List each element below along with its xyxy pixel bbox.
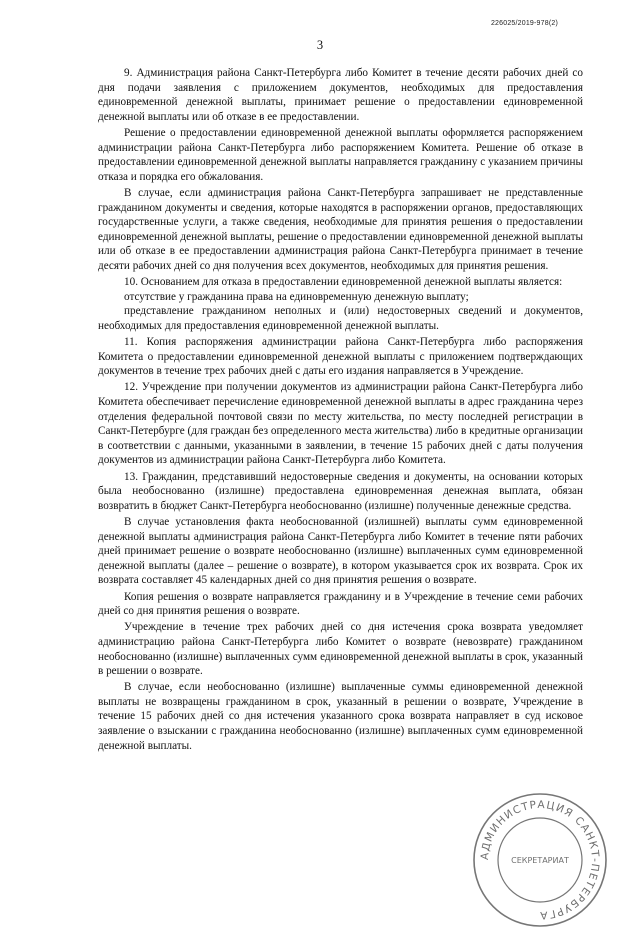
refusal-ground-1: отсутствие у гражданина права на единовременную денежную выплату;: [124, 290, 469, 303]
paragraph-request-documents: В случае, если администрация района Санкт-Петербурга запрашивает не представленные гражданином документы и сведения, которые находятся в распоряжении органов, предоставляющих государственные услуги, а также сведения, необходимые для принятия решения о предоставлении единовременной денежной выплаты, решение о предоставлении единовременной денежной выплаты или об отказе в ее предоставлении администрация района Санкт-Петербурга принимает в течение десяти рабочих дней со дня получения всех документов, необходимых для принятия решения.: [98, 186, 583, 272]
paragraph-copy-of-decision: Копия решения о возврате направляется гражданину и в Учреждение в течение семи рабочих дней со дня принятия решения о возврате.: [98, 590, 583, 618]
paragraph-court-claim: В случае, если необоснованно (излишне) выплаченные суммы единовременной денежной выплаты не возвращены гражданином в срок, указанный в решении о возврате, Учреждение в течение 15 рабочих дней со дня истечения указанного срока возврата направляет в суд исковое заявление о взыскании с гражданина необоснованно (излишне) выплаченных сумм единовременной денежной выплаты.: [98, 681, 583, 752]
paragraph-11: 11. Копия распоряжения администрации района Санкт-Петербурга либо распоряжения Комитета о предоставлении единовременной денежной выплаты с приложением подтверждающих документов в течение трех рабочих дней с даты его издания направляется в Учреждение.: [98, 336, 583, 378]
refusal-ground-2: представление гражданином неполных и (или) недостоверных сведений и документов, необходимых для предоставления единовременной денежной выплаты.: [98, 305, 583, 332]
page-number: 3: [316, 38, 324, 52]
paragraph-9: 9. Администрация района Санкт-Петербурга либо Комитет в течение десяти рабочих дней со дня подачи заявления с приложением документов, необходимых для предоставления единовременной денежной выплаты, принимает решение о предоставлении единовременной денежной выплаты или об отказе в ее предоставлении.: [98, 67, 583, 123]
secretariat-stamp: [470, 790, 610, 930]
svg-text:СЕКРЕТАРИАТ: СЕКРЕТАРИАТ: [511, 856, 569, 865]
document-body: [98, 66, 583, 755]
paragraph-notification: Учреждение в течение трех рабочих дней со дня истечения срока возврата уведомляет администрацию района Санкт-Петербурга либо Комитет о возврате (невозврате) гражданином необоснованно (излишне) выплаченных сумм единовременной денежной выплаты в срок, указанный в решении о возврате.: [98, 621, 583, 678]
stamp-seal-graphic: [470, 790, 610, 930]
paragraph-13: 13. Гражданин, представивший недостоверные сведения и документы, на основании которых была необоснованно (излишне) предоставлена единовременная денежная выплата, обязан возвратить в бюджет Санкт-Петербурга необоснованно (излишне) полученные денежные средства.: [98, 470, 583, 512]
svg-text:АДМИНИСТРАЦИЯ САНКТ-ПЕТЕРБУРГА: АДМИНИСТРАЦИЯ САНКТ-ПЕТЕРБУРГА: [478, 798, 602, 922]
paragraph-overpayment: В случае установления факта необоснованной (излишней) выплаты сумм единовременной денежной выплаты администрация района Санкт-Петербурга либо Комитет в течение пяти рабочих дней принимает решение о возврате необоснованно (излишне) выплаченных сумм единовременной денежной выплаты (далее – решение о возврате), в котором указывается срок их возврата. Срок их возврата составляет 45 календарных дней со дня принятия решения о возврате.: [98, 515, 583, 587]
paragraph-10: 10. Основанием для отказа в предоставлении единовременной денежной выплаты является:: [124, 276, 563, 289]
paragraph-decision-form: Решение о предоставлении единовременной денежной выплаты оформляется распоряжением администрации района Санкт-Петербурга либо распоряжением Комитета. Решение об отказе в предоставлении единовременной денежной выплаты направляется гражданину с указанием причины отказа и порядка его обжалования.: [98, 126, 583, 183]
document-registration-number: 226025/2019-978(2): [490, 20, 558, 27]
paragraph-12: 12. Учреждение при получении документов из администрации района Санкт-Петербурга либо Комитета обеспечивает перечисление единовременной денежной выплаты в адрес гражданина через отделения федеральной почтовой связи по месту жительства, по месту последней регистрации в Санкт-Петербурге (для граждан без определенного места жительства) либо в кредитные организации в соответствии с данными, указанными в заявлении, в течение 15 рабочих дней с даты получения документов из администрации района Санкт-Петербурга либо Комитета.: [98, 381, 583, 467]
